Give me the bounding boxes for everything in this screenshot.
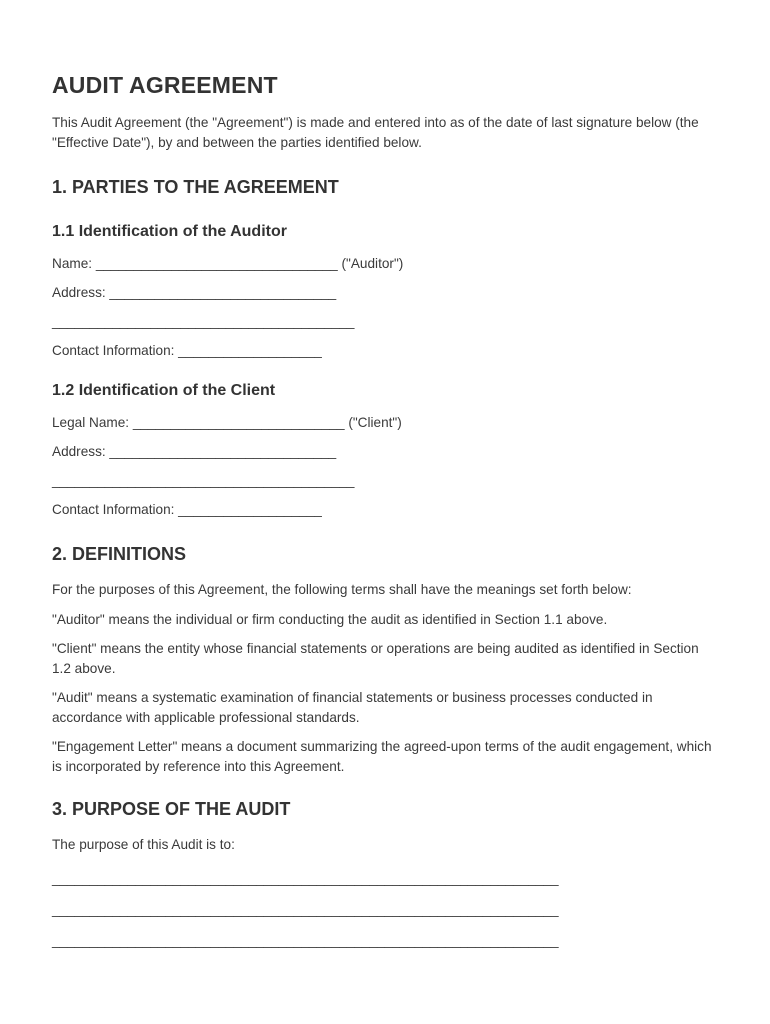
purpose-lead: The purpose of this Audit is to:: [52, 837, 235, 852]
client-legal-name-field[interactable]: Legal Name: ____________________________ ("Client"): [52, 415, 402, 430]
auditor-address-line-2[interactable]: ________________________________________: [52, 314, 355, 329]
definition-engagement-letter: "Engagement Letter" means a document summarizing the agreed-upon terms of the audit engagement, which is incorporated by reference into this Agreement.: [52, 739, 712, 774]
purpose-blank-line-1[interactable]: ___________________________________________________________________: [52, 870, 559, 886]
client-address-field[interactable]: Address: ______________________________: [52, 444, 337, 459]
document-title: AUDIT AGREEMENT: [52, 72, 278, 98]
intro-paragraph: This Audit Agreement (the "Agreement") is made and entered into as of the date of last signature below (the "Effective Date"), by and between the parties identified below.: [52, 115, 699, 150]
section-1-heading: 1. PARTIES TO THE AGREEMENT: [52, 177, 339, 197]
definitions-lead: For the purposes of this Agreement, the following terms shall have the meanings set forth below:: [52, 582, 632, 597]
definition-client: "Client" means the entity whose financial statements or operations are being audited as identified in Section 1.2 above.: [52, 641, 699, 676]
auditor-identification-heading: 1.1 Identification of the Auditor: [52, 223, 287, 240]
client-address-line-2[interactable]: ________________________________________: [52, 473, 355, 488]
client-identification-heading: 1.2 Identification of the Client: [52, 382, 276, 399]
section-2-heading: 2. DEFINITIONS: [52, 544, 187, 564]
purpose-blank-line-3[interactable]: ___________________________________________________________________: [52, 932, 559, 948]
auditor-name-field[interactable]: Name: ________________________________ ("Auditor"): [52, 256, 404, 271]
definition-audit: "Audit" means a systematic examination of financial statements or business processes conducted in accordance with applicable professional standards.: [52, 690, 653, 725]
client-contact-field[interactable]: Contact Information: ___________________: [52, 502, 322, 517]
purpose-blank-line-2[interactable]: ___________________________________________________________________: [52, 901, 559, 917]
definition-auditor: "Auditor" means the individual or firm conducting the audit as identified in Section 1.1 above.: [52, 611, 608, 627]
section-3-heading: 3. PURPOSE OF THE AUDIT: [52, 799, 291, 819]
auditor-address-field[interactable]: Address: ______________________________: [52, 285, 337, 300]
auditor-contact-field[interactable]: Contact Information: ___________________: [52, 343, 322, 358]
